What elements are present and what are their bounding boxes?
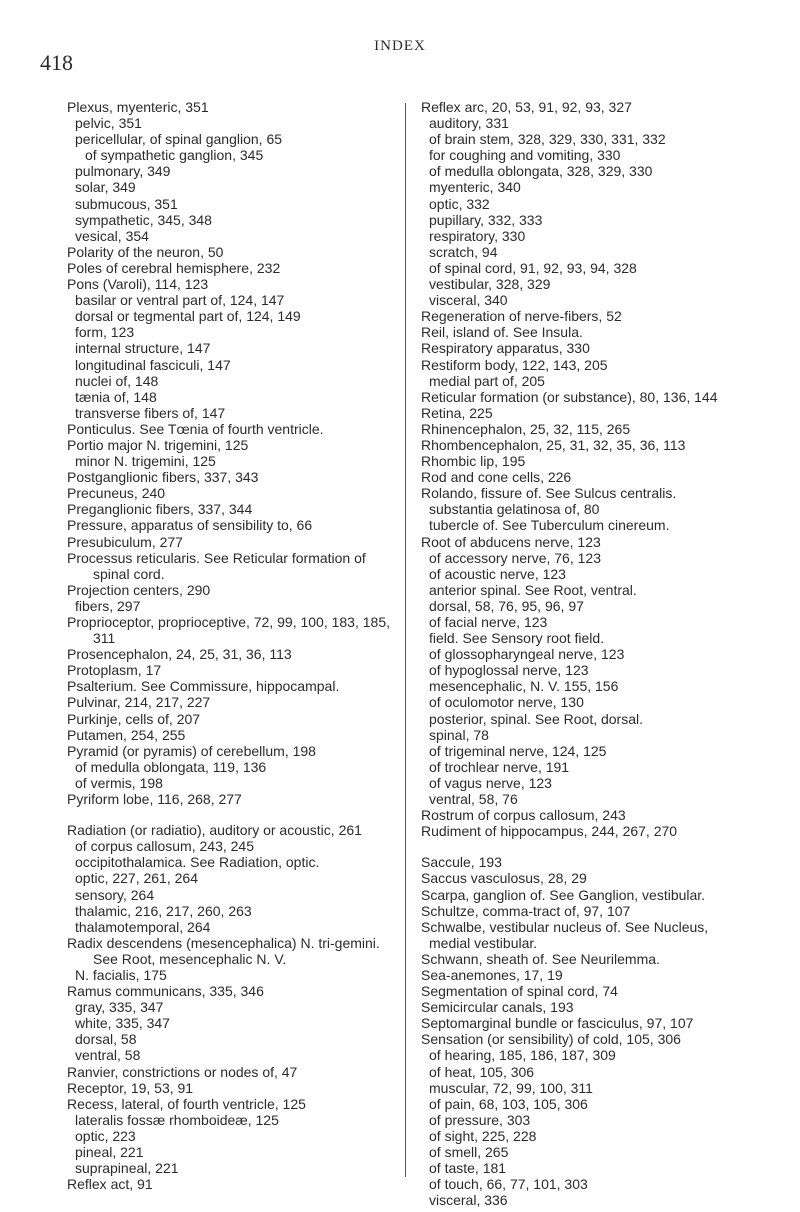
index-subentry: of pain, 68, 103, 105, 306 bbox=[429, 1095, 588, 1112]
index-subentry: myenteric, 340 bbox=[429, 179, 521, 196]
index-subentry: occipitothalamica. See Radiation, optic. bbox=[75, 854, 320, 871]
index-subentry: pineal, 221 bbox=[75, 1144, 144, 1160]
index-entry: Retina, 225 bbox=[421, 404, 493, 421]
index-subentry: vestibular, 328, 329 bbox=[429, 276, 551, 293]
index-entry: Pressure, apparatus of sensibility to, 66 bbox=[67, 517, 313, 534]
index-subentry: of vagus nerve, 123 bbox=[429, 774, 552, 791]
index-entry: Pyramid (or pyramis) of cerebellum, 198 bbox=[67, 742, 316, 759]
index-entry: Schwalbe, vestibular nucleus of. See Nucleus, bbox=[421, 918, 709, 935]
index-entry: Ponticulus. See Tœnia of fourth ventricle. bbox=[67, 420, 324, 437]
index-entry: Pons (Varoli), 114, 123 bbox=[67, 276, 209, 293]
index-subentry: of oculomotor nerve, 130 bbox=[429, 694, 584, 711]
index-entry: Reflex arc, 20, 53, 91, 92, 93, 327 bbox=[421, 99, 632, 115]
index-subentry: of smell, 265 bbox=[429, 1144, 509, 1160]
index-entry: Ranvier, constrictions or nodes of, 47 bbox=[67, 1063, 298, 1080]
index-entry: Rolando, fissure of. See Sulcus centralis. bbox=[421, 485, 677, 502]
index-subentry: gray, 335, 347 bbox=[75, 999, 164, 1016]
index-entry: Reticular formation (or substance), 80, 136, 144 bbox=[421, 388, 718, 405]
index-subentry: medial vestibular. bbox=[429, 934, 538, 951]
index-entry: Regeneration of nerve-fibers, 52 bbox=[421, 308, 622, 325]
index-entry: Rostrum of corpus callosum, 243 bbox=[421, 807, 626, 824]
index-entry: Poles of cerebral hemisphere, 232 bbox=[67, 259, 281, 276]
page-number: 418 bbox=[40, 50, 73, 75]
index-subentry: pulmonary, 349 bbox=[75, 163, 171, 180]
index-subentry: of sight, 225, 228 bbox=[429, 1127, 537, 1144]
index-column-left bbox=[67, 99, 395, 1192]
index-subentry: pericellular, of spinal ganglion, 65 bbox=[75, 131, 283, 148]
index-entry: Portio major N. trigemini, 125 bbox=[67, 436, 249, 453]
index-subentry: optic, 223 bbox=[75, 1127, 136, 1144]
index-entry: Proprioceptor, proprioceptive, 72, 99, 100, 183, 185, 311 bbox=[67, 614, 390, 647]
index-subentry: of brain stem, 328, 329, 330, 331, 332 bbox=[429, 131, 666, 148]
index-subentry: scratch, 94 bbox=[429, 243, 498, 260]
index-subentry: submucous, 351 bbox=[75, 195, 178, 212]
index-subentry: of sympathetic ganglion, 345 bbox=[85, 147, 264, 164]
index-subentry: visceral, 336 bbox=[429, 1192, 508, 1209]
index-subentry: of corpus callosum, 243, 245 bbox=[75, 838, 254, 855]
index-subentry: of accessory nerve, 76, 123 bbox=[429, 549, 601, 566]
index-subentry: of taste, 181 bbox=[429, 1160, 507, 1177]
index-subentry: mesencephalic, N. V. 155, 156 bbox=[429, 678, 619, 695]
index-subentry: form, 123 bbox=[75, 324, 135, 341]
index-entry: Recess, lateral, of fourth ventricle, 125 bbox=[67, 1095, 306, 1112]
index-entry: Plexus, myenteric, 351 bbox=[67, 99, 209, 115]
index-entry: Putamen, 254, 255 bbox=[67, 726, 186, 743]
index-subentry: dorsal, 58 bbox=[75, 1031, 137, 1048]
index-entry: Precuneus, 240 bbox=[67, 485, 166, 502]
index-entry: Respiratory apparatus, 330 bbox=[421, 340, 590, 357]
index-subentry: of acoustic nerve, 123 bbox=[429, 565, 566, 582]
index-subentry: longitudinal fasciculi, 147 bbox=[75, 356, 231, 373]
index-entry: Pyriform lobe, 116, 268, 277 bbox=[67, 791, 242, 808]
index-entry: Scarpa, ganglion of. See Ganglion, vestibular. bbox=[421, 886, 706, 903]
index-subentry: ventral, 58, 76 bbox=[429, 791, 518, 808]
index-subentry: of pressure, 303 bbox=[429, 1111, 531, 1128]
index-entry: Ramus communicans, 335, 346 bbox=[67, 983, 264, 1000]
index-subentry: sympathetic, 345, 348 bbox=[75, 211, 212, 228]
index-subentry: thalamotemporal, 264 bbox=[75, 918, 211, 935]
index-entry: Processus reticularis. See Reticular formation of spinal cord. bbox=[67, 549, 366, 582]
index-entry: Radiation (or radiatio), auditory or acoustic, 261 bbox=[67, 822, 362, 839]
index-entry: Polarity of the neuron, 50 bbox=[67, 243, 224, 260]
index-entry: Rod and cone cells, 226 bbox=[421, 469, 572, 486]
index-subentry: visceral, 340 bbox=[429, 292, 508, 309]
index-entry: Schultze, comma-tract of, 97, 107 bbox=[421, 902, 631, 919]
index-subentry: of hearing, 185, 186, 187, 309 bbox=[429, 1047, 616, 1064]
index-subentry: optic, 332 bbox=[429, 195, 490, 212]
index-entry: Saccule, 193 bbox=[421, 854, 502, 871]
index-subentry: suprapineal, 221 bbox=[75, 1160, 179, 1177]
index-entry: Protoplasm, 17 bbox=[67, 662, 162, 679]
index-entry: Reflex act, 91 bbox=[67, 1176, 153, 1193]
index-entry: Sea-anemones, 17, 19 bbox=[421, 966, 563, 983]
section-gap bbox=[421, 839, 777, 854]
index-entry: Root of abducens nerve, 123 bbox=[421, 533, 601, 550]
index-subentry: internal structure, 147 bbox=[75, 340, 211, 357]
index-subentry: of trochlear nerve, 191 bbox=[429, 758, 570, 775]
index-subentry: of touch, 66, 77, 101, 303 bbox=[429, 1176, 588, 1193]
index-entry: Restiform body, 122, 143, 205 bbox=[421, 356, 608, 373]
index-subentry: optic, 227, 261, 264 bbox=[75, 870, 198, 887]
index-entry: Rhinencephalon, 25, 32, 115, 265 bbox=[421, 420, 631, 437]
index-subentry: spinal, 78 bbox=[429, 726, 489, 743]
index-subentry: pelvic, 351 bbox=[75, 115, 142, 132]
index-entry: Purkinje, cells of, 207 bbox=[67, 710, 201, 727]
index-subentry: muscular, 72, 99, 100, 311 bbox=[429, 1079, 593, 1096]
index-subentry: of medulla oblongata, 328, 329, 330 bbox=[429, 163, 653, 180]
index-entry: Saccus vasculosus, 28, 29 bbox=[421, 870, 587, 887]
index-entry: Postganglionic fibers, 337, 343 bbox=[67, 469, 259, 486]
section-gap bbox=[67, 807, 395, 822]
index-entry: Septomarginal bundle or fasciculus, 97, 107 bbox=[421, 1015, 694, 1032]
index-subentry: of vermis, 198 bbox=[75, 774, 163, 791]
index-subentry: thalamic, 216, 217, 260, 263 bbox=[75, 902, 252, 919]
index-subentry: minor N. trigemini, 125 bbox=[75, 453, 216, 470]
index-subentry: of spinal cord, 91, 92, 93, 94, 328 bbox=[429, 259, 637, 276]
index-entry: Preganglionic fibers, 337, 344 bbox=[67, 501, 253, 518]
index-subentry: dorsal, 58, 76, 95, 96, 97 bbox=[429, 597, 584, 614]
index-entry: Receptor, 19, 53, 91 bbox=[67, 1079, 194, 1096]
index-subentry: medial part of, 205 bbox=[429, 372, 545, 389]
index-subentry: of facial nerve, 123 bbox=[429, 614, 548, 630]
index-subentry: of heat, 105, 306 bbox=[429, 1063, 535, 1080]
index-subentry: pupillary, 332, 333 bbox=[429, 211, 543, 228]
index-subentry: transverse fibers of, 147 bbox=[75, 404, 226, 421]
index-subentry: field. See Sensory root field. bbox=[429, 630, 605, 647]
index-entry: Psalterium. See Commissure, hippocampal. bbox=[67, 678, 340, 695]
index-entry: Rudiment of hippocampus, 244, 267, 270 bbox=[421, 823, 678, 840]
index-entry: Presubiculum, 277 bbox=[67, 533, 183, 550]
index-subentry: dorsal or tegmental part of, 124, 149 bbox=[75, 308, 301, 325]
index-subentry: vesical, 354 bbox=[75, 227, 149, 244]
index-subentry: respiratory, 330 bbox=[429, 227, 526, 244]
index-subentry: posterior, spinal. See Root, dorsal. bbox=[429, 710, 644, 727]
index-entry: Semicircular canals, 193 bbox=[421, 999, 574, 1016]
index-subentry: of hypoglossal nerve, 123 bbox=[429, 662, 589, 679]
index-subentry: sensory, 264 bbox=[75, 886, 155, 903]
index-subentry: substantia gelatinosa of, 80 bbox=[429, 501, 600, 518]
index-column-right bbox=[421, 99, 777, 1208]
index-subentry: nuclei of, 148 bbox=[75, 372, 159, 389]
index-subentry: tænia of, 148 bbox=[75, 388, 157, 405]
index-entry: Radix descendens (mesencephalica) N. tri-gemini. See Root, mesencephalic N. V. bbox=[67, 934, 380, 967]
index-entry: Projection centers, 290 bbox=[67, 581, 211, 598]
index-entry: Segmentation of spinal cord, 74 bbox=[421, 983, 618, 1000]
index-subentry: basilar or ventral part of, 124, 147 bbox=[75, 292, 285, 309]
index-entry: Rhombic lip, 195 bbox=[421, 453, 526, 470]
page-header-title: INDEX bbox=[374, 38, 426, 54]
index-subentry: of glossopharyngeal nerve, 123 bbox=[429, 646, 625, 663]
index-entry: Sensation (or sensibility) of cold, 105, 306 bbox=[421, 1031, 681, 1048]
index-subentry: white, 335, 347 bbox=[75, 1015, 170, 1032]
index-subentry: N. facialis, 175 bbox=[75, 966, 167, 983]
column-divider bbox=[405, 103, 406, 1177]
index-subentry: tubercle of. See Tuberculum cinereum. bbox=[429, 517, 670, 534]
index-entry: Prosencephalon, 24, 25, 31, 36, 113 bbox=[67, 646, 292, 663]
index-subentry: of medulla oblongata, 119, 136 bbox=[75, 758, 267, 775]
index-subentry: anterior spinal. See Root, ventral. bbox=[429, 581, 637, 598]
index-entry: Reil, island of. See Insula. bbox=[421, 324, 583, 341]
index-subentry: ventral, 58 bbox=[75, 1047, 141, 1064]
index-entry: Rhombencephalon, 25, 31, 32, 35, 36, 113 bbox=[421, 436, 686, 453]
index-subentry: for coughing and vomiting, 330 bbox=[429, 147, 621, 164]
index-entry: Pulvinar, 214, 217, 227 bbox=[67, 694, 211, 711]
index-entry: Schwann, sheath of. See Neurilemma. bbox=[421, 950, 660, 967]
index-subentry: auditory, 331 bbox=[429, 115, 509, 132]
index-subentry: solar, 349 bbox=[75, 179, 136, 196]
index-subentry: fibers, 297 bbox=[75, 597, 141, 614]
index-subentry: lateralis fossæ rhomboideæ, 125 bbox=[75, 1111, 279, 1128]
index-subentry: of trigeminal nerve, 124, 125 bbox=[429, 742, 607, 759]
